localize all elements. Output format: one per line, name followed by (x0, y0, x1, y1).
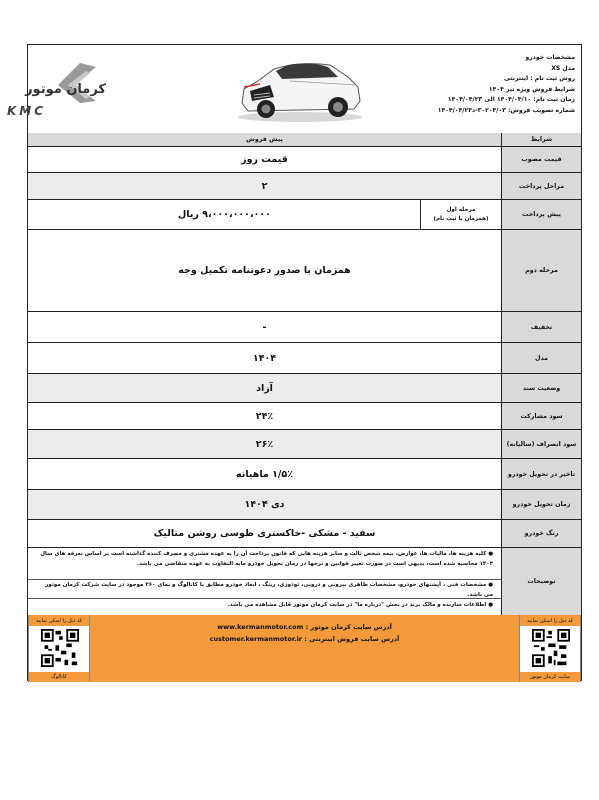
row-label: تخفیف (501, 312, 581, 342)
note-item: ● کلیه هزینه ها، مالیات ها، عوارض، بیمه شخص ثالث و سایر هزینه هایی که قانون پرداخت آن را به عهده مشتری و مصرف کننده گذاشته است بر اساس تعرفه های سال ۱۴۰۴ محاسبه شده است، بدیهی است در صورت تغییر قوانین و نرخها در زمان تحویل خودرو مابه التفاوت به عهده متقاضی می باشد. (28, 550, 501, 580)
row-value: ۲ (261, 180, 268, 192)
sublabel-line1: مرحله اول (446, 206, 476, 213)
qr-left-caption: کد ذیل را اسکن نمایید (29, 615, 89, 626)
footer-links (118, 621, 491, 645)
table-row (28, 430, 581, 459)
spec-conditions: شرایط فروش ویژه تیر ۱۴۰۴ (488, 85, 575, 93)
table-row (28, 520, 581, 548)
table-row (28, 312, 581, 343)
table-header-row (28, 133, 581, 147)
car-image (230, 51, 370, 125)
table-row (28, 343, 581, 374)
row-label: رنگ خودرو (501, 520, 581, 547)
table-row (28, 230, 581, 312)
row-value: ۲۴٪ (255, 410, 274, 422)
row-value: دی ۱۴۰۴ (244, 499, 285, 510)
row-label: قیمت مصوب (501, 147, 581, 172)
table-header-value: پیش فروش (246, 136, 283, 143)
svg-text:KMC: KMC (6, 104, 46, 118)
sales-label: آدرس سایت فروش اینترنتی : (304, 635, 400, 643)
table-row (28, 403, 581, 430)
price-sheet (6, 44, 582, 681)
qr-right-bottom-caption: سایت کرمان موتور (520, 672, 580, 682)
qr-left[interactable] (28, 615, 90, 682)
spec-method: روش ثبت نام : اینترنتی (504, 75, 575, 83)
table-row (28, 147, 581, 173)
table-row (28, 490, 581, 520)
site-label: آدرس سایت کرمان موتور : (305, 623, 392, 631)
qr-right-caption: کد ذیل را اسکن نمایید (520, 615, 580, 626)
note-item: ● اطلاعات سازنده و مالک برند در بخش "درباره ما" در سایت کرمان موتور قابل مشاهده می باشد. (227, 602, 493, 608)
row-label: مدل (501, 343, 581, 373)
row-label: تاخیر در تحویل خودرو (501, 459, 581, 489)
row-value: ۱/۵٪ ماهیانه (236, 468, 293, 480)
kmc-logo (6, 57, 188, 119)
svg-text:کرمان موتور: کرمان موتور (25, 82, 106, 97)
table-row (28, 459, 581, 490)
qr-right[interactable] (519, 615, 581, 682)
spec-block (430, 53, 575, 117)
row-value: ۹،۰۰۰،۰۰۰،۰۰۰ ریال (178, 209, 271, 220)
notes-label: توضیحات (501, 548, 581, 615)
spec-title: مشخصات خودرو (525, 54, 575, 61)
sublabel-line2: (همزمان با ثبت نام) (433, 215, 489, 222)
row-value: آزاد (256, 382, 273, 394)
row-value: همزمان با صدور دعوتنامه تکمیل وجه (178, 265, 351, 276)
row-label: پیش پرداخت (501, 200, 581, 229)
row-label: مرحله دوم (501, 230, 581, 311)
spec-time: زمان ثبت نام: ۱۴۰۴/۰۴/۱۰ الی ۱۴۰۴/۰۴/۲۳ (447, 96, 575, 104)
footer (28, 615, 581, 682)
row-sublabel (420, 200, 501, 229)
qr-left-bottom-caption: کاتالوگ (29, 672, 89, 682)
row-value: سفید - مشکی -خاکستری طوسی روشن متالیک (153, 528, 376, 539)
table-header-label: شرایط (501, 133, 581, 146)
site-url-link[interactable]: www.kermanmotor.com (217, 623, 304, 631)
row-value: - (262, 321, 267, 333)
row-label: زمان تحویل خودرو (501, 490, 581, 519)
note-item: ● مشخصات فنی ، آپشنهای خودرو، مشخصات ظاهری بیرونی و درونی، تودوزی، رینگ ، ابعاد خودرو مطابق با کاتالوگ و نمای ۳۶۰ موجود در سایت شرکت کرمان موتور می باشد. (28, 581, 501, 599)
sheet-header (6, 45, 581, 134)
sales-url-link[interactable]: customer.kermanmotor.ir (209, 635, 303, 643)
table-row (28, 200, 581, 230)
spec-approval: شماره تصویب فروش: ۳۰۲۰۴/۰۳-د۱۴۰۴/۰۴/۲۴ (437, 106, 575, 114)
row-value: ۱۴۰۴ (252, 352, 277, 364)
row-label: وضعیت سند (501, 374, 581, 402)
row-label: مراحل پرداخت (501, 173, 581, 199)
row-value: ۲۶٪ (255, 438, 274, 450)
row-value: قیمت روز (241, 154, 288, 165)
qr-code-icon (41, 629, 79, 667)
row-label: سود مشارکت (501, 403, 581, 429)
qr-code-icon (532, 629, 570, 667)
table-row (28, 374, 581, 403)
table-row (28, 173, 581, 200)
spec-model: مدل XS (551, 64, 575, 72)
row-label: سود انصراف (سالیانه) (501, 430, 581, 458)
